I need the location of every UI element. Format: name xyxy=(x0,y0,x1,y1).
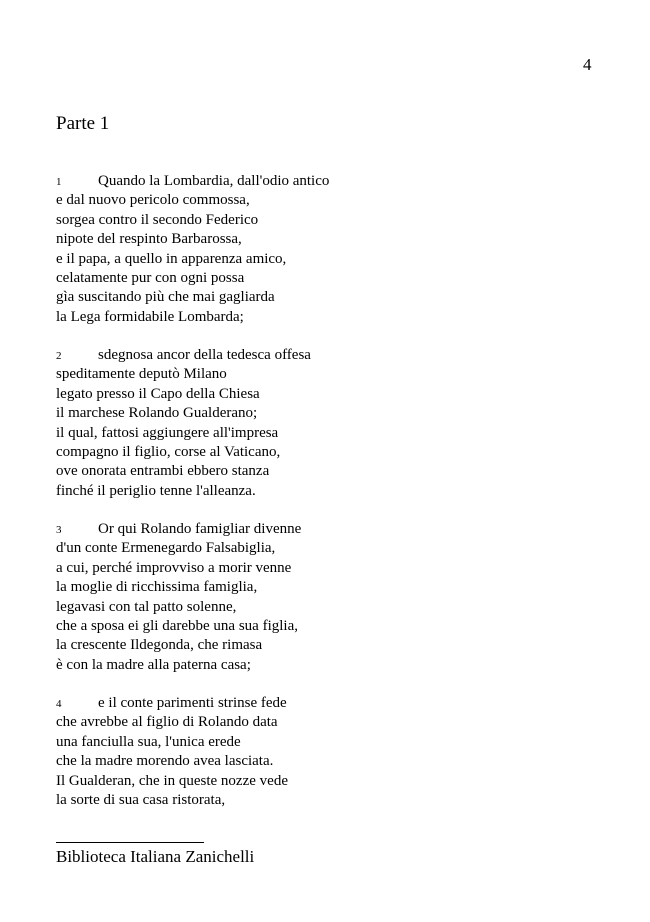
stanza-number: 3 xyxy=(56,524,62,536)
stanza-line: nipote del respinto Barbarossa, xyxy=(56,231,242,248)
stanza-number: 4 xyxy=(56,698,62,710)
stanza-line xyxy=(56,172,616,191)
stanza-line: Il Gualderan, che in queste nozze vede xyxy=(56,772,288,789)
stanza-1 xyxy=(56,172,616,327)
stanza-line xyxy=(56,694,616,713)
stanza-number: 2 xyxy=(56,350,62,362)
stanza-line: è con la madre alla paterna casa; xyxy=(56,656,251,673)
stanza-line: d'un conte Ermenegardo Falsabiglia, xyxy=(56,540,276,557)
verse-text: e il conte parimenti strinse fede xyxy=(98,695,287,711)
page-number: 4 xyxy=(583,55,592,74)
stanza-line: la sorte di sua casa ristorata, xyxy=(56,791,226,808)
stanza-line: e dal nuovo pericolo commossa, xyxy=(56,192,250,209)
stanza-line: il marchese Rolando Gualderano; xyxy=(56,405,258,422)
stanza-line: sorgea contro il secondo Federico xyxy=(56,211,259,228)
stanza-line: compagno il figlio, corse al Vaticano, xyxy=(56,443,281,460)
stanza-2 xyxy=(56,346,616,501)
stanza-line: che la madre morendo avea lasciata. xyxy=(56,753,274,770)
stanza-line: il qual, fattosi aggiungere all'impresa xyxy=(56,424,279,441)
stanza-line: che avrebbe al figlio di Rolando data xyxy=(56,714,278,731)
stanza-line: ove onorata entrambi ebbero stanza xyxy=(56,463,270,480)
stanza-line: e il papa, a quello in apparenza amico, xyxy=(56,250,287,267)
stanza-line: finché il periglio tenne l'alleanza. xyxy=(56,482,256,499)
footer-divider xyxy=(56,842,204,843)
stanza-line: la Lega formidabile Lombarda; xyxy=(56,308,244,325)
stanza-line: legato presso il Capo della Chiesa xyxy=(56,385,260,402)
footer-text: Biblioteca Italiana Zanichelli xyxy=(56,847,255,866)
stanza-line: legavasi con tal patto solenne, xyxy=(56,598,237,615)
verse-text: Quando la Lombardia, dall'odio antico xyxy=(98,173,330,189)
verse-text: sdegnosa ancor della tedesca offesa xyxy=(98,347,311,363)
stanza-line xyxy=(56,520,616,539)
stanza-line: la crescente Ildegonda, che rimasa xyxy=(56,637,263,654)
stanza-line: una fanciulla sua, l'unica erede xyxy=(56,733,241,750)
stanza-line: la moglie di ricchissima famiglia, xyxy=(56,579,258,596)
stanza-line: celatamente pur con ogni possa xyxy=(56,269,245,286)
stanza-line: che a sposa ei gli darebbe una sua figlia, xyxy=(56,617,298,634)
stanza-line xyxy=(56,346,616,365)
stanza-number: 1 xyxy=(56,176,62,188)
stanza-line: gìa suscitando più che mai gagliarda xyxy=(56,289,275,306)
stanza-line: a cui, perché improvviso a morir venne xyxy=(56,559,292,576)
stanza-4 xyxy=(56,694,616,810)
stanza-3 xyxy=(56,520,616,675)
section-title: Parte 1 xyxy=(56,113,110,134)
verse-text: Or qui Rolando famigliar divenne xyxy=(98,521,302,537)
stanza-line: speditamente deputò Milano xyxy=(56,366,227,383)
